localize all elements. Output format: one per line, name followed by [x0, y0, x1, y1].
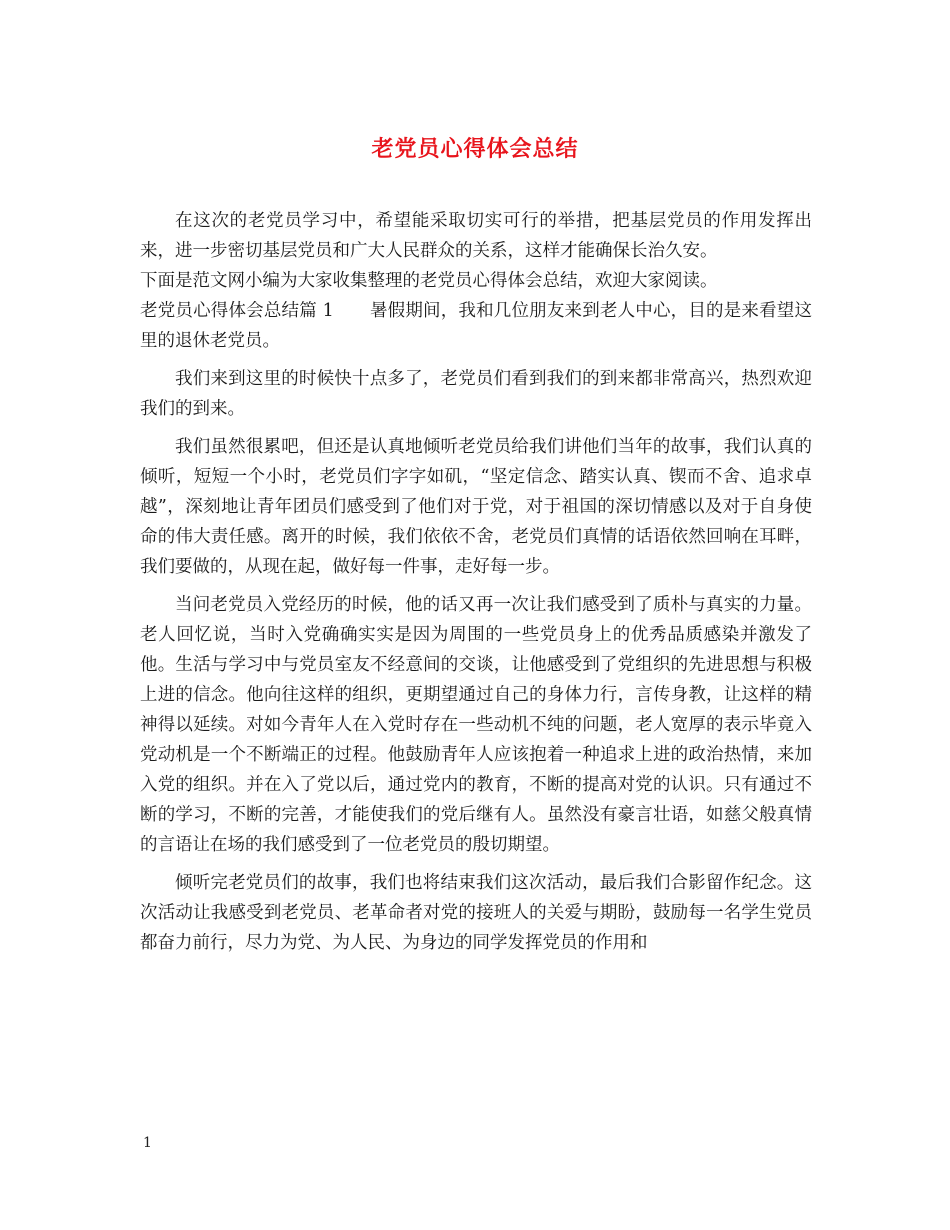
page-number: 1 — [143, 1135, 152, 1151]
paragraph-listening: 我们虽然很累吧，但还是认真地倾听老党员给我们讲他们当年的故事，我们认真的倾听，短短一个小时，老党员们字字如矶，“坚定信念、踏实认真、锲而不舍、追求卓越”，深刻地让青年团员们感受到了他们对于党，对于祖国的深切情感以及对于自身使命的伟大责任感。离开的时候，我们依依不舍，老党员们真情的话语依然回响在耳畔，我们要做的，从现在起，做好每一件事，走好每一步。 — [140, 437, 812, 577]
paragraph-joining-party: 当问老党员入党经历的时候，他的话又再一次让我们感受到了质朴与真实的力量。老人回忆说，当时入党确确实实是因为周围的一些党员身上的优秀品质感染并激发了他。生活与学习中与党员室友不经意间的交谈，让他感受到了党组织的先进思想与积极上进的信念。他向往这样的组织，更期望通过自己的身体力行，言传身教，让这样的精神得以延续。对如今青年人在入党时存在一些动机不纯的问题，老人宽厚的表示毕竟入党动机是一个不断端正的过程。他鼓励青年人应该抱着一种追求上进的政治热情，来加入党的组织。并在入了党以后，通过党内的教育，不断的提高对党的认识。只有通过不断的学习，不断的完善，才能使我们的党后继有人。虽然没有豪言壮语，如慈父般真情的言语让在场的我们感受到了一位老党员的殷切期望。 — [140, 595, 812, 855]
section-heading: 老党员心得体会总结篇 1 — [140, 301, 334, 321]
document-title: 老党员心得体会总结 — [371, 136, 579, 162]
intro-paragraph: 在这次的老党员学习中，希望能采取切实可行的举措，把基层党员的作用发挥出来，进一步密切基层党员和广大人民群众的关系，这样才能确保长治久安。 — [140, 211, 812, 261]
paragraph-conclusion: 倾听完老党员们的故事，我们也将结束我们这次活动，最后我们合影留作纪念。这次活动让我感受到老党员、老革命者对党的接班人的关爱与期盼，鼓励每一名学生党员都奋力前行，尽力为党、为人民、为身边的同学发挥党员的作用和 — [140, 873, 812, 953]
section-first-text: 暑假期间，我和几位朋友来到老人中心，目的是来看望这里的退休老党员。 — [140, 301, 812, 351]
intro-line: 下面是范文网小编为大家收集整理的老党员心得体会总结，欢迎大家阅读。 — [140, 271, 718, 291]
document-body — [140, 206, 812, 958]
section-first-paragraph — [140, 296, 812, 356]
paragraph-arrival: 我们来到这里的时候快十点多了，老党员们看到我们的到来都非常高兴，热烈欢迎我们的到来。 — [140, 369, 812, 419]
